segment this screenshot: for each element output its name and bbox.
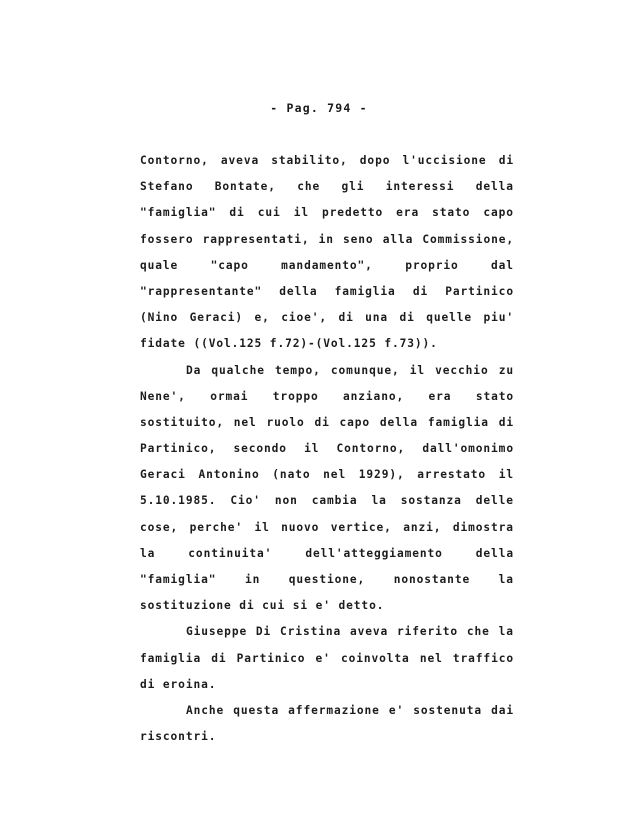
text-line [140,358,514,384]
word: nel [323,468,347,482]
word: proprio [405,258,459,272]
word: (nato [272,468,311,482]
word: Cristina [280,625,342,639]
word: il [254,520,270,534]
word: di [399,311,415,325]
line-text: di eroina. [140,677,217,691]
word: in [318,232,334,246]
word: stato [475,389,514,403]
word: affermazione [288,703,380,717]
word: capo [483,206,514,220]
word: traffico [452,651,514,665]
word: la [140,546,156,560]
word: famiglia [427,415,489,429]
word: "famiglia" [140,206,217,220]
word: predetto [322,206,384,220]
text-line [140,567,514,593]
word: quelle [426,311,473,325]
text-line [140,305,514,331]
text-line [140,541,514,567]
word: anzi, [403,520,442,534]
text-line [140,436,514,462]
word: Contorno, [336,442,406,456]
word: Partinico [236,651,306,665]
line-text: fidate ((Vol.125 f.72)-(Vol.125 f.73)). [140,337,438,351]
word: 5.10.1985. [140,494,217,508]
word: era [428,389,452,403]
word: il [293,206,309,220]
word: della [379,415,419,429]
word: Bontate, [214,180,276,194]
word: della [475,180,514,194]
word: questa [233,703,280,717]
word: nonostante [393,573,471,586]
line-text: sostituzione di cui si e' detto. [140,599,385,613]
word: nel [419,651,443,665]
word: la [498,573,514,586]
word: cose, [140,520,179,534]
word: Anche [186,703,225,717]
page-number: - Pag. 794 - [270,101,368,115]
word: zu [498,363,514,377]
word: "rappresentante" [140,284,263,298]
word: il [409,363,426,377]
word: "famiglia" [140,573,217,586]
text-line [140,646,514,672]
word: (Nino [140,311,179,325]
word: questione, [288,573,366,586]
word: dell'atteggiamento [305,546,443,560]
line-text: riscontri. [140,730,217,744]
word: perche' [189,520,244,534]
word: Nene', [140,389,186,403]
word: seno [343,232,374,246]
word: ruolo [266,415,305,429]
text-line [140,698,514,724]
word: e' [315,651,331,665]
word: quale [140,258,179,272]
word: in [244,573,261,586]
word: Geraci) [189,311,244,325]
word: nel [233,415,257,429]
word: ormai [210,389,249,403]
word: gli [341,180,365,194]
word: Da [186,363,202,377]
word: il [498,468,514,482]
word: vertice, [330,520,392,534]
word: dal [491,258,514,272]
word: mandamento", [281,258,373,272]
word: secondo [233,442,287,456]
word: cambia [311,494,358,508]
word: "capo [210,258,249,272]
text-line [140,331,514,357]
word: cui [257,206,281,220]
word: di [314,415,330,429]
word: la [498,625,514,639]
word: Giuseppe [186,625,248,639]
word: interessi [385,180,455,194]
text-line [140,174,514,200]
word: alla [382,232,414,246]
word: di [498,415,514,429]
word: fossero [140,232,194,246]
word: Geraci [140,468,186,482]
word: coinvolta [340,651,410,665]
word: sostenuta [413,703,482,717]
text-line [140,724,514,750]
word: Commissione, [422,232,514,246]
word: dimostra [452,520,514,534]
word: la [371,494,387,508]
text-line [140,200,514,226]
word: di [338,311,354,325]
word: stabilito, [271,154,348,167]
word: l'uccisione [402,154,487,167]
text-line [140,148,514,174]
word: aveva [220,154,260,167]
word: famiglia [334,284,396,298]
word: e, [254,311,270,325]
word: anziano, [343,389,405,403]
word: comunque, [330,363,400,377]
word: che [466,625,490,639]
word: cioe', [281,311,328,325]
word: di [211,651,227,665]
text-line [140,672,514,698]
word: non [274,494,298,508]
body-text [140,148,514,750]
word: continuita' [188,546,273,560]
word: Di [255,625,272,639]
word: dopo [359,154,391,167]
word: di [498,154,514,167]
word: arrestato [417,468,487,482]
word: rappresentati, [202,232,310,246]
word: dall'omonimo [422,442,514,456]
text-line [140,410,514,436]
word: nuovo [281,520,320,534]
word: delle [475,494,514,508]
word: era [396,206,420,220]
word: 1929), [358,468,405,482]
word: capo [339,415,371,429]
word: e' [388,703,405,717]
word: di [412,284,429,298]
word: della [475,546,514,560]
word: Antonino [198,468,260,482]
word: famiglia [140,651,202,665]
word: aveva [349,625,389,639]
text-line [140,515,514,541]
word: che [297,180,321,194]
word: Cio' [230,494,261,508]
text-line [140,619,514,645]
text-line [140,593,514,619]
word: troppo [272,389,319,403]
word: Partinico, [140,442,217,456]
text-line [140,384,514,410]
word: Stefano [140,180,194,194]
word: stato [432,206,471,220]
word: vecchio [435,363,489,377]
text-line [140,227,514,253]
word: Partinico [445,284,514,298]
word: riferito [396,625,459,639]
word: dai [491,703,514,717]
word: piu' [483,311,514,325]
word: di [229,206,245,220]
word: sostanza [400,494,462,508]
word: tempo, [274,363,321,377]
text-line [140,462,514,488]
text-line [140,488,514,514]
word: Contorno, [140,154,209,167]
text-line [140,279,514,305]
word: il [304,442,320,456]
word: della [279,284,318,298]
word: sostituito, [140,415,224,429]
text-line [140,253,514,279]
word: qualche [211,363,265,377]
word: una [365,311,389,325]
